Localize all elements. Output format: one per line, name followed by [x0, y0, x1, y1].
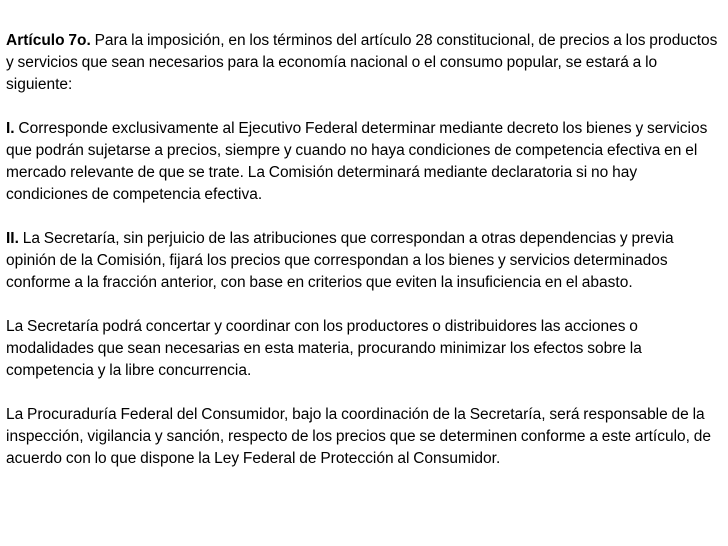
fraction-1-text: Corresponde exclusivamente al Ejecutivo Federal determinar mediante decreto los bienes y servicios que podrán sujetarse a precios, siempre y cuando no haya condiciones de competencia efectiva en el mercado relevante de que se trate. La Comisión determinará mediante declaratoria si no hay condiciones de competencia efectiva. [6, 120, 708, 203]
article-paragraph [6, 30, 722, 96]
article-text: Para la imposición, en los términos del artículo 28 constitucional, de precios a los productos y servicios que sean necesarios para la economía nacional o el consumo popular, se estará a lo siguiente: [6, 32, 718, 93]
fraction-1-label: I. [6, 120, 15, 137]
paragraph-3: La Secretaría podrá concertar y coordinar con los productores o distribuidores las acciones o modalidades que sean necesarias en esta materia, procurando minimizar los efectos sobre la competencia y la libre concurrencia. [6, 318, 642, 379]
document-body [6, 30, 722, 470]
fraction-1-paragraph [6, 118, 722, 206]
fraction-2-paragraph [6, 228, 722, 294]
fraction-2-text: La Secretaría, sin perjuicio de las atribuciones que correspondan a otras dependencias y previa opinión de la Comisión, fijará los precios que correspondan a los bienes y servicios determinados conforme a la fracción anterior, con base en criterios que eviten la insuficiencia en el abasto. [6, 230, 674, 291]
fraction-2-label: II. [6, 230, 19, 247]
paragraph-4: La Procuraduría Federal del Consumidor, bajo la coordinación de la Secretaría, será responsable de la inspección, vigilancia y sanción, respecto de los precios que se determinen conforme a este artículo, de acuerdo con lo que dispone la Ley Federal de Protección al Consumidor. [6, 406, 712, 467]
article-heading: Artículo 7o. [6, 32, 91, 49]
